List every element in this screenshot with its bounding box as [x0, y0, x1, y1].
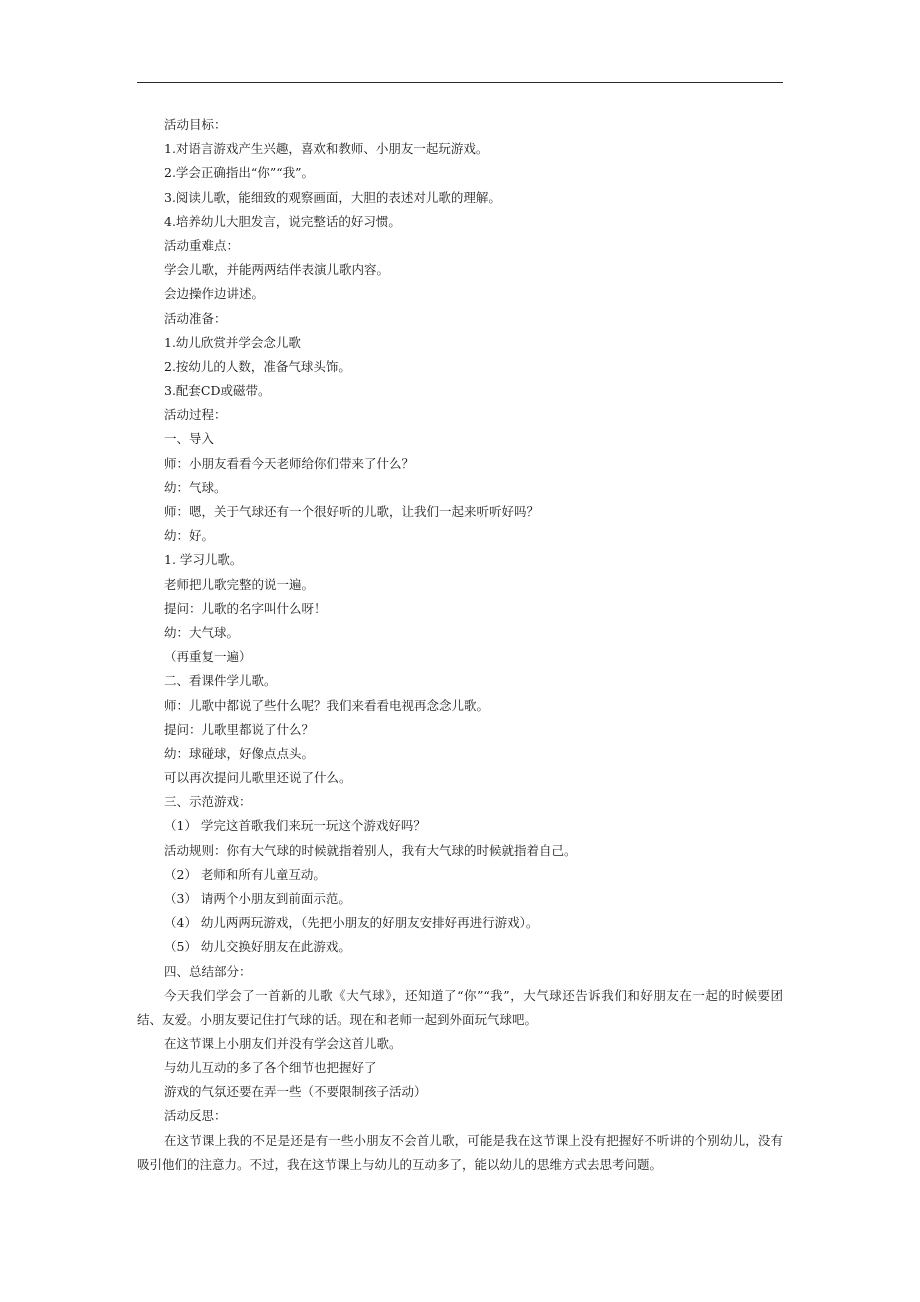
- text-line: 一、导入: [164, 431, 215, 447]
- text-line: 1.幼儿欣赏并学会念儿歌: [164, 334, 301, 350]
- text-line: 提问：儿歌里都说了什么？: [164, 721, 315, 737]
- text-line: 活动反思：: [164, 1108, 227, 1124]
- lines-before-summary: [137, 113, 783, 984]
- text-line: 幼：大气球。: [164, 624, 240, 640]
- text-line: 师：小朋友看看今天老师给你们带来了什么？: [164, 455, 415, 471]
- text-line: 在这节课上小朋友们并没有学会这首儿歌。: [164, 1035, 402, 1051]
- text-line: （3） 请两个小朋友到前面示范。: [164, 891, 351, 906]
- text-line: 幼：好。: [164, 528, 215, 544]
- text-line: （4） 幼儿两两玩游戏，（先把小朋友的好朋友安排好再进行游戏）。: [164, 915, 539, 931]
- text-line: 四、总结部分：: [164, 963, 252, 979]
- text-line: 3.阅读儿歌，能细致的观察画面，大胆的表述对儿歌的理解。: [164, 189, 501, 205]
- text-line: 1.对语言游戏产生兴趣，喜欢和教师、小朋友一起玩游戏。: [164, 141, 489, 157]
- text-line: 活动过程：: [164, 407, 227, 423]
- text-line: 师：儿歌中都说了些什么呢？我们来看看电视再念念儿歌。: [164, 697, 490, 713]
- text-line: 学会儿歌，并能两两结伴表演儿歌内容。: [164, 262, 390, 278]
- text-line: 与幼儿互动的多了各个细节也把握好了: [164, 1059, 377, 1075]
- text-line: 提问：儿歌的名字叫什么呀！: [164, 600, 327, 616]
- text-line: 幼：球碰球，好像点点头。: [164, 745, 315, 761]
- text-line: 2.按幼儿的人数，准备气球头饰。: [164, 358, 351, 374]
- summary-paragraph: 今天我们学会了一首新的儿歌《大气球》，还知道了“你”“我”，大气球还告诉我们和好朋友在一起的时候要团结、友爱。小朋友要记住打气球的话。现在和老师一起到外面玩气球吧。: [137, 987, 783, 1027]
- header-rule: [137, 82, 783, 83]
- text-line: （5） 幼儿交换好朋友在此游戏。: [164, 939, 351, 955]
- text-line: （1） 学完这首歌我们来玩一玩这个游戏好吗？: [164, 818, 426, 834]
- text-line: 幼：气球。: [164, 479, 227, 495]
- text-line: 活动目标：: [164, 117, 227, 132]
- text-line: 会边操作边讲述。: [164, 286, 265, 302]
- text-line: 1. 学习儿歌。: [164, 552, 243, 568]
- text-line: 可以再次提问儿歌里还说了什么。: [164, 770, 352, 786]
- text-line: 活动规则：你有大气球的时候就指着别人，我有大气球的时候就指着自己。: [164, 842, 577, 858]
- lines-after-summary: [137, 1032, 783, 1129]
- text-line: 二、看课件学儿歌。: [164, 673, 277, 689]
- text-line: 游戏的气氛还要在弄一些（不要限制孩子活动）: [164, 1084, 427, 1100]
- document-body: [137, 113, 783, 1177]
- text-line: 2.学会正确指出“你”“我”。: [164, 165, 314, 181]
- text-line: 4.培养幼儿大胆发言，说完整话的好习惯。: [164, 213, 401, 229]
- reflection-paragraph: 在这节课上我的不足是还是有一些小朋友不会首儿歌，可能是我在这节课上没有把握好不听讲的个别幼儿，没有吸引他们的注意力。不过，我在这节课上与幼儿的互动多了，能以幼儿的思维方式去思考问题。: [137, 1132, 783, 1172]
- text-line: 老师把儿歌完整的说一遍。: [164, 576, 315, 592]
- text-line: 三、示范游戏：: [164, 794, 252, 810]
- text-line: 3.配套CD或磁带。: [164, 383, 271, 399]
- text-line: 活动重难点：: [164, 237, 240, 253]
- text-line: （2） 老师和所有儿童互动。: [164, 866, 326, 882]
- text-line: 活动准备：: [164, 310, 227, 326]
- text-line: （再重复一遍）: [164, 649, 252, 665]
- text-line: 师：嗯，关于气球还有一个很好听的儿歌，让我们一起来听听好吗？: [164, 504, 540, 519]
